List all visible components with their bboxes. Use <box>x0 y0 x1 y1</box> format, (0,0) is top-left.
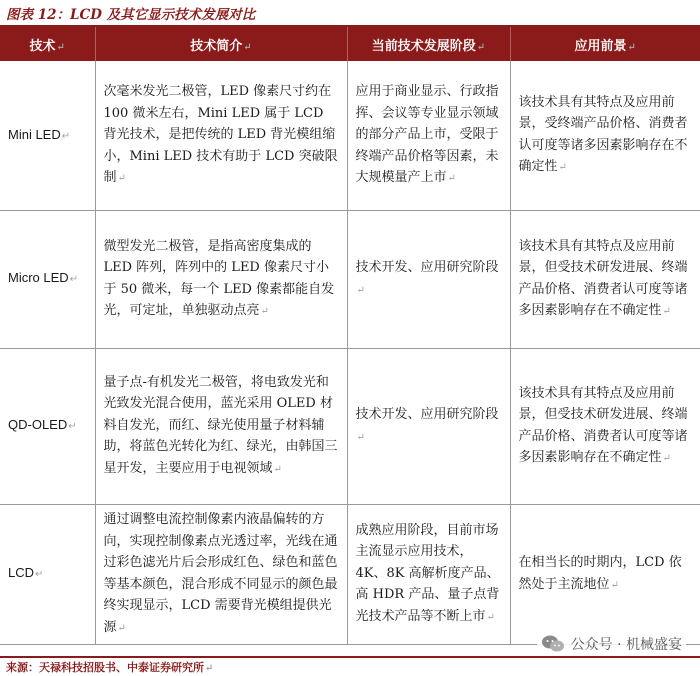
cell-tech: QD-OLED↵ <box>0 348 95 504</box>
cell-intro: 通过调整电流控制像素内液晶偏转的方向，实现控制像素点光透过率，光线在通过彩色滤光片后会形成红色、绿色和蓝色等基本颜色，混合形成不同显示的颜色最终实现显示，LCD 需要背光模组提供光源↵ <box>95 504 347 644</box>
comparison-table <box>0 27 700 645</box>
cell-app: 该技术具有其特点及应用前景，但受技术研发进展、终端产品价格、消费者认可度等诸多因素影响存在不确定性↵ <box>510 348 700 504</box>
header-row <box>0 27 700 61</box>
title-bar <box>0 0 700 27</box>
table-row <box>0 210 700 348</box>
cell-tech: LCD↵ <box>0 504 95 644</box>
cell-app: 在相当长的时期内，LCD 依然处于主流地位↵ <box>510 504 700 644</box>
cell-intro: 次毫米发光二极管，LED 像素尺寸约在 100 微米左右，Mini LED 属于 LCD 背光技术，是把传统的 LED 背光模组缩小，Mini LED 技术有助于 LCD 突破限制↵ <box>95 61 347 210</box>
cell-intro: 微型发光二极管，是指高密度集成的 LED 阵列，阵列中的 LED 像素尺寸小于 50 微米，每一个 LED 像素都能自发光，可定址，单独驱动点亮↵ <box>95 210 347 348</box>
header-app: 应用前景↵ <box>510 27 700 61</box>
source-note: 来源：天禄科技招股书、中泰证券研究所↵ <box>6 661 214 674</box>
watermark <box>537 632 686 656</box>
cell-app: 该技术具有其特点及应用前景，受终端产品价格、消费者认可度等诸多因素影响存在不确定性↵ <box>510 61 700 210</box>
cell-tech: Micro LED↵ <box>0 210 95 348</box>
footer-divider <box>0 656 700 658</box>
cell-stage: 技术开发、应用研究阶段↵ <box>347 210 510 348</box>
cell-stage: 应用于商业显示、行政指挥、会议等专业显示领域的部分产品上市，受限于终端产品价格等因素，未大规模量产上市↵ <box>347 61 510 210</box>
cell-stage: 技术开发、应用研究阶段↵ <box>347 348 510 504</box>
figure-title: 图表 12：LCD 及其它显示技术发展对比 <box>6 7 256 23</box>
wechat-icon <box>541 634 565 654</box>
table-row <box>0 348 700 504</box>
watermark-text: 公众号 · 机械盛宴 <box>570 637 682 653</box>
cell-intro: 量子点-有机发光二极管，将电致发光和光致发光混合使用，蓝光采用 OLED 材料自发光，而红、绿光使用量子材料辅助，将蓝色光转化为红、绿光，由韩国三星开发，主要应用于电视领域↵ <box>95 348 347 504</box>
table-row <box>0 61 700 210</box>
cell-stage: 成熟应用阶段，目前市场主流显示应用技术，4K、8K 高解析度产品、高 HDR 产品、量子点背光技术产品等不断上市↵ <box>347 504 510 644</box>
header-tech: 技术↵ <box>0 27 95 61</box>
cell-app: 该技术具有其特点及应用前景，但受技术研发进展、终端产品价格、消费者认可度等诸多因素影响存在不确定性↵ <box>510 210 700 348</box>
table-row <box>0 504 700 644</box>
cell-tech: Mini LED↵ <box>0 61 95 210</box>
header-intro: 技术简介↵ <box>95 27 347 61</box>
header-stage: 当前技术发展阶段↵ <box>347 27 510 61</box>
